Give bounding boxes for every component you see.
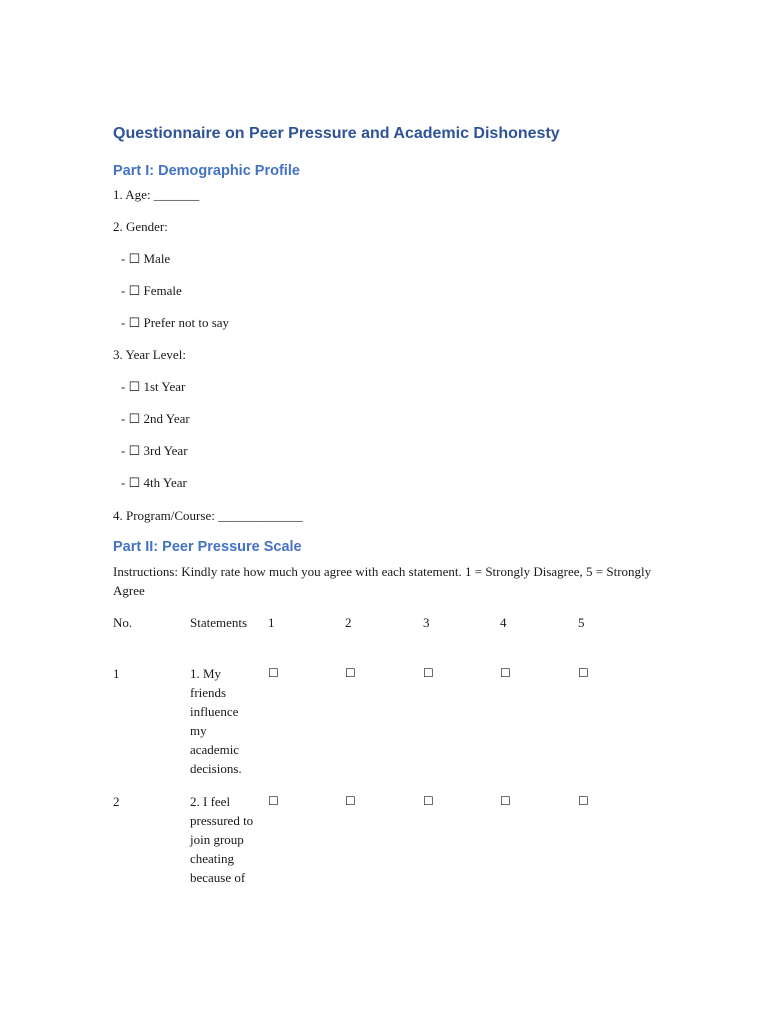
- year-option-1st[interactable]: - ☐ 1st Year: [121, 379, 186, 394]
- document-title: Questionnaire on Peer Pressure and Academic Dishonesty: [113, 125, 560, 142]
- row-number: 2: [113, 794, 120, 809]
- year-level-label: 3. Year Level:: [113, 347, 186, 362]
- gender-option-female[interactable]: - ☐ Female: [121, 283, 182, 298]
- year-option-4th[interactable]: - ☐ 4th Year: [121, 475, 187, 490]
- rating-checkbox-5[interactable]: ☐: [578, 666, 589, 680]
- program-course-field[interactable]: 4. Program/Course: _____________: [113, 508, 303, 523]
- table-header-4: 4: [500, 615, 507, 630]
- table-header-3: 3: [423, 615, 430, 630]
- part2-heading: Part II: Peer Pressure Scale: [113, 539, 302, 555]
- gender-option-prefer-not[interactable]: - ☐ Prefer not to say: [121, 315, 230, 330]
- age-field[interactable]: 1. Age: _______: [113, 187, 200, 202]
- row-number: 1: [113, 666, 120, 681]
- instructions-text: Instructions: Kindly rate how much you agree with each statement. 1 = Strongly Disagree, 5 = Strongly Agree: [113, 564, 652, 598]
- row-statement: 1. My friends influence my academic decisions.: [190, 666, 242, 776]
- rating-checkbox-2[interactable]: ☐: [345, 666, 356, 680]
- year-option-3rd[interactable]: - ☐ 3rd Year: [121, 443, 188, 458]
- table-header-5: 5: [578, 615, 585, 630]
- rating-checkbox-3[interactable]: ☐: [423, 794, 434, 808]
- rating-checkbox-5[interactable]: ☐: [578, 794, 589, 808]
- table-header-1: 1: [268, 615, 275, 630]
- table-header-no: No.: [113, 615, 133, 630]
- year-option-2nd[interactable]: - ☐ 2nd Year: [121, 411, 190, 426]
- rating-checkbox-1[interactable]: ☐: [268, 666, 279, 680]
- rating-checkbox-1[interactable]: ☐: [268, 794, 279, 808]
- table-header-statements: Statements: [190, 615, 248, 630]
- rating-checkbox-4[interactable]: ☐: [500, 794, 511, 808]
- rating-checkbox-2[interactable]: ☐: [345, 794, 356, 808]
- part1-heading: Part I: Demographic Profile: [113, 163, 300, 179]
- table-header-2: 2: [345, 615, 352, 630]
- row-statement: 2. I feel pressured to join group cheating because of: [190, 794, 254, 885]
- rating-checkbox-4[interactable]: ☐: [500, 666, 511, 680]
- gender-label: 2. Gender:: [113, 219, 168, 234]
- gender-option-male[interactable]: - ☐ Male: [121, 251, 171, 266]
- rating-checkbox-3[interactable]: ☐: [423, 666, 434, 680]
